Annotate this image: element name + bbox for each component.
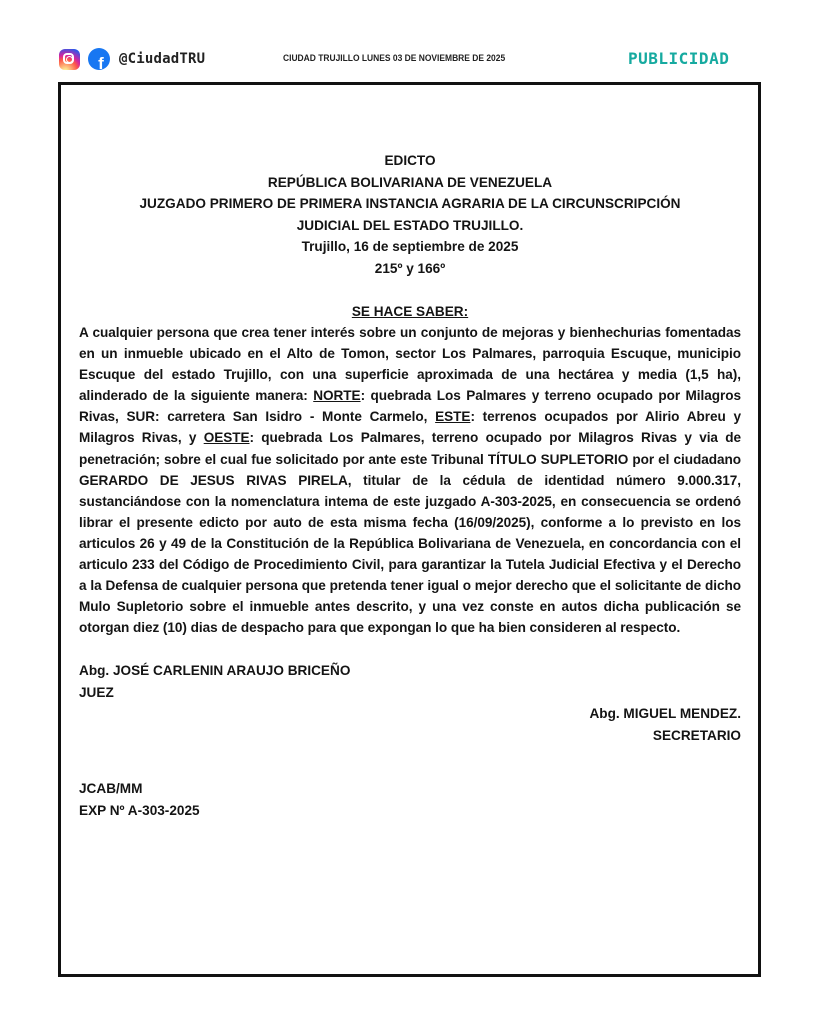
initials: JCAB/MM xyxy=(79,781,143,797)
page-header xyxy=(0,44,819,76)
judge-title: JUEZ xyxy=(79,684,114,700)
edict-body xyxy=(79,322,741,638)
secretary-name: Abg. MIGUEL MENDEZ. xyxy=(589,706,741,722)
facebook-icon[interactable]: f xyxy=(88,48,110,70)
court-line: JUZGADO PRIMERO DE PRIMERA INSTANCIA AGRARIA DE LA CIRCUNSCRIPCIÓN xyxy=(139,196,681,211)
instagram-icon[interactable] xyxy=(59,49,80,70)
edict-content xyxy=(79,150,741,821)
secretary-title: SECRETARIO xyxy=(652,727,741,743)
body-part-3: : terrenos ocupados por Alirio Abreu y Milagros Rivas, y xyxy=(79,409,741,446)
body-part-1: A cualquier persona que crea tener interés sobre un conjunto de mejoras y bienhechurias fomentadas en un inmueble ubicado en el Alto de Tomon, sector Los Palmares, parroquia Escuque, municipio Escuque del estado Trujillo, con una superficie aproximada de una hectárea y media (1,5 ha), alinderado de la siguiente manera: xyxy=(79,325,741,404)
body-part-4: : quebrada Los Palmares, terreno ocupado por Milagros Rivas y via de penetración; sobre el cual fue solicitado por ante este Tribunal TÍTULO SUPLETORIO por el ciudadano GERARDO DE JESUS RIVAS PIRELA, titular de la cédula de identidad número 9.000.317, sustanciándose con la nomenclatura intema de este juzgado A-303-2025, en consecuencia se ordenó librar el presente edicto por auto de esta misma fecha (16/09/2025), conforme a lo previsto en los articulos 26 y 49 de la Constitución de la República Bolivariana de Venezuela, en concordancia con el articulo 233 del Código de Procedimiento Civil, para garantizar la Tutela Judicial Efectiva y el Derecho a la Defensa de cualquier persona que pretenda tener igual o mejor derecho que el solicitante de dicho Mulo Supletorio sobre el inmueble antes descrito, y una vez conste en autos dicha publicación se otorgan diez (10) dias de despacho para que expongan lo que ha bien consideren al respecto. xyxy=(79,430,742,636)
edict-subheading: SE HACE SABER: xyxy=(351,304,469,319)
social-handle[interactable]: @CiudadTRU xyxy=(119,51,206,67)
social-links xyxy=(59,48,205,70)
country-line: REPÚBLICA BOLIVARIANA DE VENEZUELA xyxy=(267,174,553,190)
file-number: EXP Nº A-303-2025 xyxy=(79,802,200,818)
edict-title: EDICTO xyxy=(384,153,436,168)
section-label: PUBLICIDAD xyxy=(628,49,730,68)
judge-signature xyxy=(79,660,741,703)
boundary-west-label: OESTE xyxy=(203,430,250,446)
edict-heading xyxy=(79,150,741,279)
boundary-east-label: ESTE xyxy=(435,409,471,425)
body-part-2: : quebrada Los Palmares y terreno ocupado por Milagros Rivas, SUR: carretera San Isidro - Monte Carmelo, xyxy=(79,388,742,425)
jurisdiction-line: JUDICIAL DEL ESTADO TRUJILLO. xyxy=(296,217,524,233)
years-line: 215º y 166º xyxy=(374,260,446,276)
newspaper-dateline: CIUDAD TRUJILLO LUNES 03 DE NOVIEMBRE DE 2025 xyxy=(283,53,506,63)
place-date-line: Trujillo, 16 de septiembre de 2025 xyxy=(301,239,519,254)
edict-references xyxy=(79,778,741,821)
boundary-north-label: NORTE xyxy=(313,388,361,404)
secretary-signature xyxy=(79,703,741,746)
judge-name: Abg. JOSÉ CARLENIN ARAUJO BRICEÑO xyxy=(79,663,351,679)
